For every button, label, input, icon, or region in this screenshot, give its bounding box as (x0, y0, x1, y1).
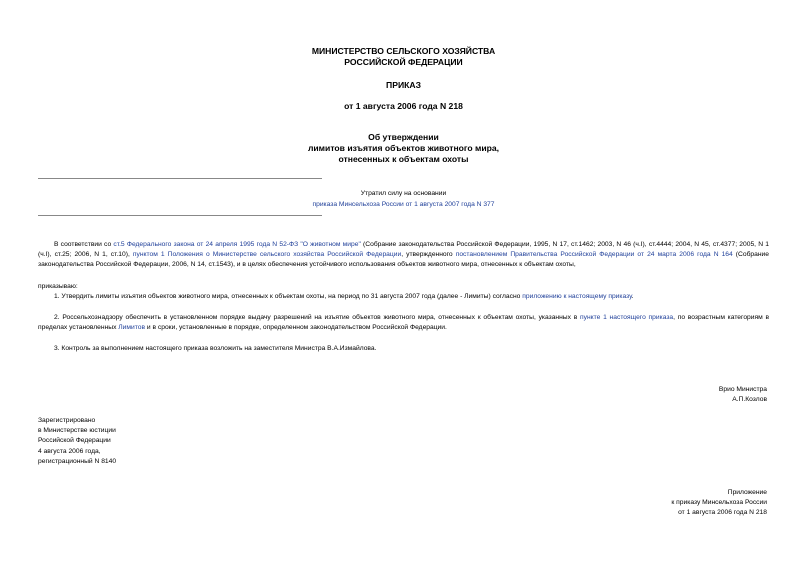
divider-bottom (38, 215, 322, 216)
limits-link[interactable]: Лимитов (118, 324, 146, 331)
signer-name: А.П.Козлов (732, 396, 767, 403)
revoked-note-block (0, 200, 807, 210)
federal-law-link[interactable]: ст.5 Федерального закона от 24 апреля 1995 года N 52-ФЗ "О животном мире" (113, 241, 361, 248)
ministry-name-line1: МИНИСТЕРСТВО СЕЛЬСКОГО ХОЗЯЙСТВА (311, 46, 496, 56)
point-1-link[interactable]: пункте 1 настоящего приказа (580, 314, 674, 321)
item-text: и в сроки, установленные в порядке, определенном законодательством Российской Федерации. (145, 324, 447, 331)
divider-top (38, 178, 322, 179)
registration-line4: 4 августа 2006 года, (38, 448, 101, 455)
document-type: ПРИКАЗ (386, 80, 421, 90)
document-title-line3: отнесенных к объектам охоты (338, 154, 469, 164)
preamble-text: В соответствии со (54, 241, 114, 248)
order-item-3: 3. Контроль за выполнением настоящего приказа возложить на заместителя Министра В.А.Измайлова. (54, 345, 377, 352)
document-title-line1: Об утверждении (368, 132, 439, 142)
order-item-1 (38, 292, 769, 302)
preamble-paragraph (38, 240, 769, 270)
item-text: . (631, 293, 634, 300)
preamble-text: (Собрание законодательства Российской Федерации, 2006, N 14, ст.1543), и в целях обеспечения устойчивого использования объектов животного мира, отнесенных к объектам охоты, (38, 251, 769, 268)
order-word: приказываю: (38, 283, 78, 290)
item-text: , по возрастным категориям в пределах установленных (38, 314, 769, 331)
preamble-text: (Собрание законодательства Российской Федерации, 1995, N 17, ст.1462; 2003, N 46 (ч.I), ст.4444; 2004, N 45, ст.4377; 2005, N 1 (ч.I), ст.25; 2006, N 1, ст.10), (38, 241, 769, 258)
registration-line3: Российской Федерации (38, 437, 111, 444)
preamble-text: , утвержденного (401, 251, 456, 258)
document-date: от 1 августа 2006 года N 218 (344, 101, 463, 111)
appendix-line3: от 1 августа 2006 года N 218 (678, 509, 767, 516)
registration-line5: регистрационный N 8140 (38, 458, 117, 465)
registration-line1: Зарегистрировано (38, 417, 96, 424)
appendix-link[interactable]: приложению к настоящему приказу (522, 293, 632, 300)
registration-line2: в Министерстве юстиции (38, 427, 116, 434)
signer-position: Врио Министра (718, 386, 767, 393)
item-text: 1. Утвердить лимиты изъятия объектов животного мира, отнесенных к объектам охоты, на период по 31 августа 2007 года (далее - Лимиты) согласно (54, 293, 523, 300)
revoked-note-text: Утратил силу на основании (360, 190, 447, 197)
document-title-line2: лимитов изъятия объектов животного мира, (307, 143, 500, 153)
item-text: 2. Россельхознадзору обеспечить в установленном порядке выдачу разрешений на изъятие объектов животного мира, отнесенных к объектам охоты, указанных в (54, 314, 580, 321)
revoking-order-link[interactable]: приказа Минсельхоза России от 1 августа 2007 года N 377 (312, 201, 495, 208)
appendix-line1: Приложение (727, 489, 767, 496)
ministry-regulation-link[interactable]: пунктом 1 Положения о Министерстве сельского хозяйства Российской Федерации (132, 251, 402, 258)
order-item-2 (38, 313, 769, 333)
government-decree-link[interactable]: постановлением Правительства Российской Федерации от 24 марта 2006 года N 164 (455, 251, 733, 258)
appendix-line2: к приказу Минсельхоза России (671, 499, 767, 506)
ministry-name-line2: РОССИЙСКОЙ ФЕДЕРАЦИИ (344, 57, 463, 67)
